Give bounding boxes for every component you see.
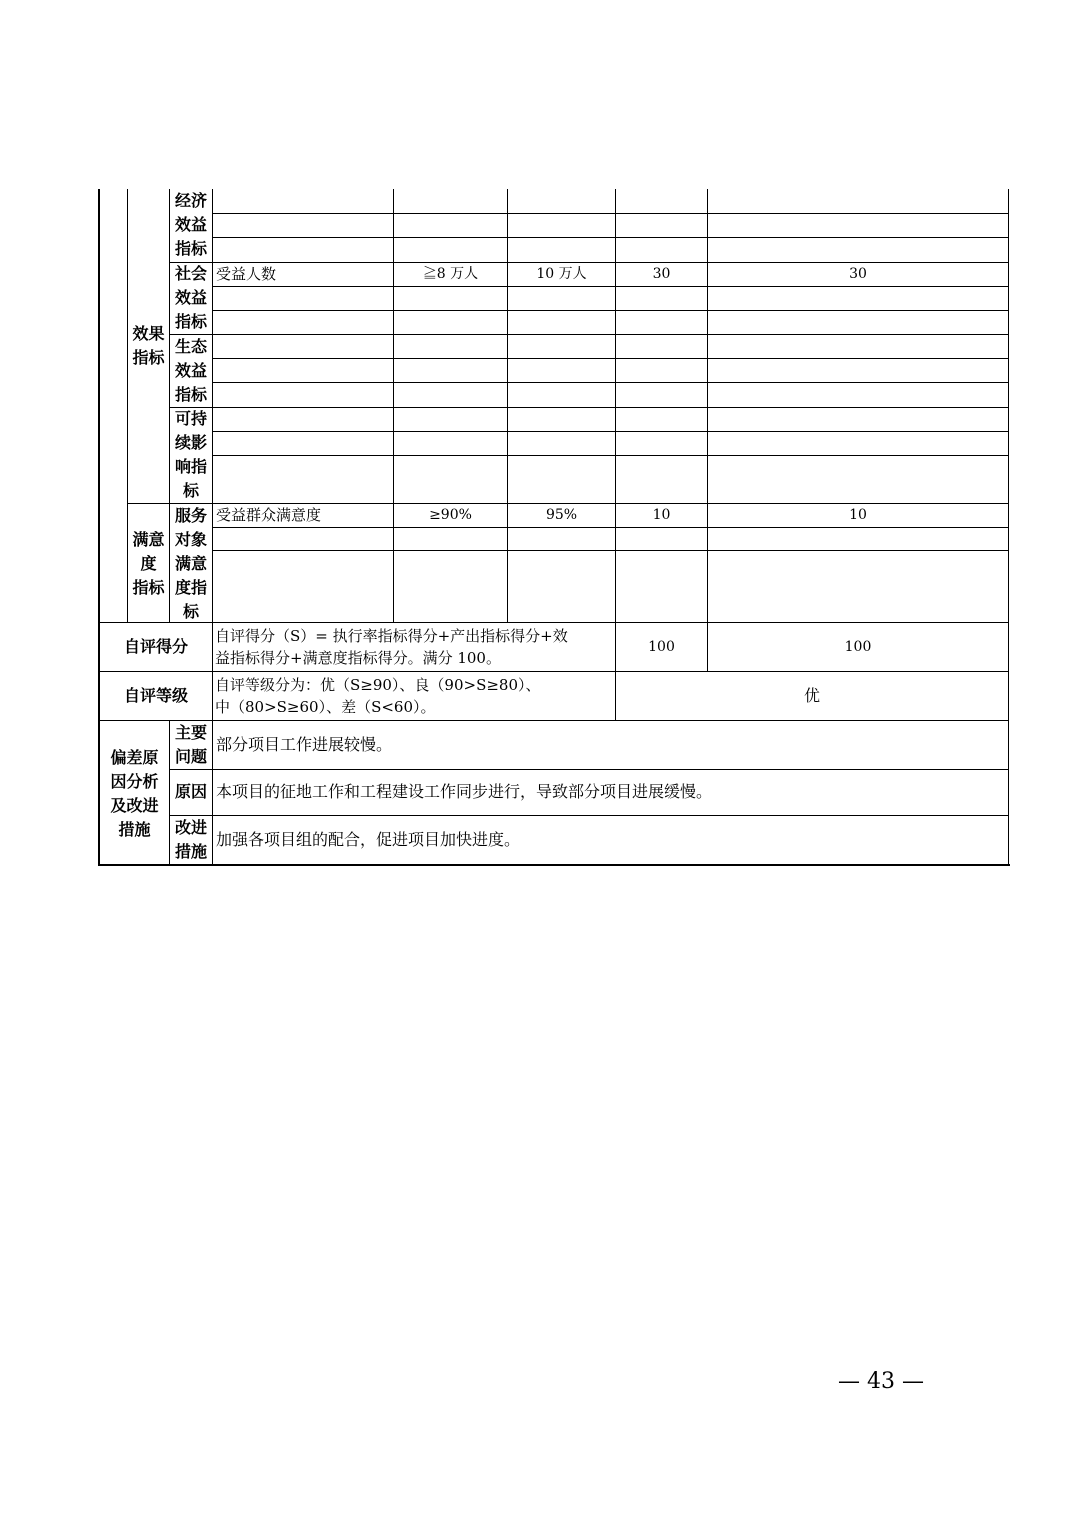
self-score-formula: 自评得分（S）= 执行率指标得分+产出指标得分+效 益指标得分+满意度指标得分。满分 100。 [215, 627, 568, 667]
reason-label: 原因 [174, 782, 207, 802]
satisfaction-indicator-weight: 10 [652, 507, 671, 524]
self-score-label: 自评得分 [123, 636, 188, 656]
self-grade-label: 自评等级 [123, 685, 188, 705]
improvement-measure-label: 改进 措施 [174, 818, 207, 861]
social-indicator-actual: 10 万人 [536, 266, 587, 283]
satisfaction-indicator-target: ≥90% [429, 507, 472, 524]
self-score-value: 100 [844, 638, 872, 655]
sustainable-impact-label: 可持 续影 响指 标 [174, 409, 207, 500]
satisfaction-indicator-actual: 95% [545, 507, 578, 524]
social-indicator-score: 30 [849, 266, 867, 283]
self-grade-description: 自评等级分为：优（S≥90）、良（90>S≥80）、 中（80>S≥60）、差（S<60）。 [215, 676, 541, 716]
main-problem-label: 主要 问题 [174, 723, 207, 766]
deviation-analysis-label: 偏差原 因分析 及改进 措施 [110, 748, 159, 839]
self-score-weight: 100 [648, 638, 675, 655]
effect-indicator-label: 效果 指标 [132, 324, 165, 367]
self-grade-value: 优 [803, 685, 820, 705]
social-indicator-name: 受益人数 [216, 264, 277, 283]
page-number: — 43 — [838, 1369, 924, 1394]
satisfaction-indicator-score: 10 [849, 507, 867, 524]
service-satisfaction-label: 服务 对象 满意 度指 标 [174, 506, 207, 621]
improvement-measure-text: 加强各项目组的配合，促进项目加快进度。 [216, 829, 521, 849]
satisfaction-indicator-label: 满意 度 指标 [132, 530, 165, 597]
main-problem-text: 部分项目工作进展较慢。 [216, 734, 393, 754]
satisfaction-indicator-name: 受益群众满意度 [216, 505, 322, 524]
economic-benefit-label: 经济 效益 指标 [174, 191, 207, 258]
ecological-benefit-label: 生态 效益 指标 [174, 337, 207, 404]
reason-text: 本项目的征地工作和工程建设工作同步进行，导致部分项目进展缓慢。 [216, 782, 713, 802]
social-benefit-label: 社会 效益 指标 [174, 264, 207, 331]
social-indicator-weight: 30 [652, 266, 671, 283]
social-indicator-target: ≧8 万人 [422, 266, 479, 283]
